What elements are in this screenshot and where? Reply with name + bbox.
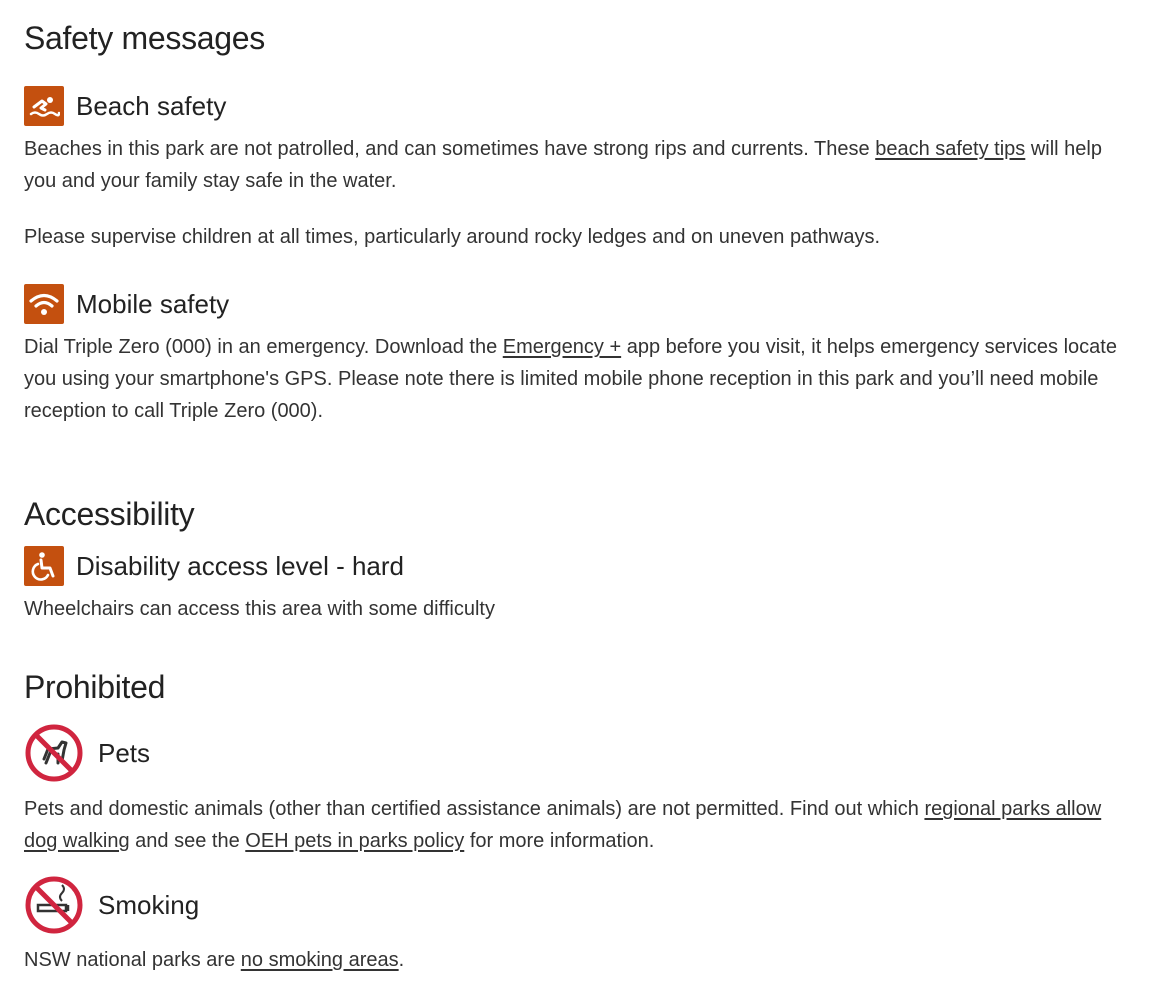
disability-access-title: Disability access level - hard bbox=[76, 551, 405, 581]
no-pets-icon bbox=[24, 723, 84, 783]
beach-safety-title: Beach safety bbox=[76, 91, 227, 121]
no-smoking-areas-link[interactable]: no smoking areas bbox=[240, 949, 399, 971]
smoking-text bbox=[24, 944, 1134, 976]
prohibited-heading: Prohibited bbox=[24, 669, 166, 705]
safety-messages-heading: Safety messages bbox=[24, 20, 265, 56]
beach-safety-subheading bbox=[24, 86, 226, 126]
swimmer-icon bbox=[24, 86, 64, 126]
pets-subheading bbox=[24, 722, 150, 784]
mobile-text-end: app before you visit, it helps emergency services locate you using your smartphone's GPS. Please note there is limited mobile phone reception in this park and you’ll need mobile reception to call Triple Zero (000). bbox=[24, 336, 1117, 422]
smoking-subheading bbox=[24, 874, 199, 936]
accessibility-heading: Accessibility bbox=[24, 496, 195, 532]
smoking-text-end: . bbox=[398, 949, 405, 971]
smoking-text-start: NSW national parks are bbox=[24, 949, 241, 971]
pets-title: Pets bbox=[98, 738, 151, 768]
regional-parks-dog-walking-link[interactable]: regional parks allow dog walking bbox=[24, 798, 1102, 852]
beach-safety-text bbox=[24, 133, 1134, 197]
pets-text-start: Pets and domestic animals (other than certified assistance animals) are not permitted. Find out which bbox=[24, 798, 925, 820]
supervise-children-text: Please supervise children at all times, particularly around rocky ledges and on uneven pathways. bbox=[24, 226, 881, 248]
beach-text-end: will help you and your family stay safe in the water. bbox=[24, 138, 1102, 192]
wifi-signal-icon bbox=[24, 284, 64, 324]
wheelchair-access-text: Wheelchairs can access this area with some difficulty bbox=[24, 598, 495, 620]
oeh-pets-policy-link[interactable]: OEH pets in parks policy bbox=[245, 830, 465, 852]
no-smoking-icon bbox=[24, 875, 84, 935]
smoking-title: Smoking bbox=[98, 890, 200, 920]
disability-access-subheading bbox=[24, 546, 404, 586]
pets-text-middle: and see the bbox=[129, 830, 246, 852]
mobile-safety-text bbox=[24, 331, 1129, 427]
wheelchair-icon bbox=[24, 546, 64, 586]
beach-text-start: Beaches in this park are not patrolled, and can sometimes have strong rips and currents. These bbox=[24, 138, 876, 160]
beach-safety-tips-link[interactable]: beach safety tips bbox=[875, 138, 1026, 160]
emergency-plus-link[interactable]: Emergency + bbox=[502, 336, 622, 358]
mobile-safety-title: Mobile safety bbox=[76, 289, 230, 319]
mobile-text-start: Dial Triple Zero (000) in an emergency. Download the bbox=[24, 336, 503, 358]
mobile-safety-subheading bbox=[24, 284, 229, 324]
pets-text bbox=[24, 793, 1134, 857]
pets-text-end: for more information. bbox=[464, 830, 655, 852]
